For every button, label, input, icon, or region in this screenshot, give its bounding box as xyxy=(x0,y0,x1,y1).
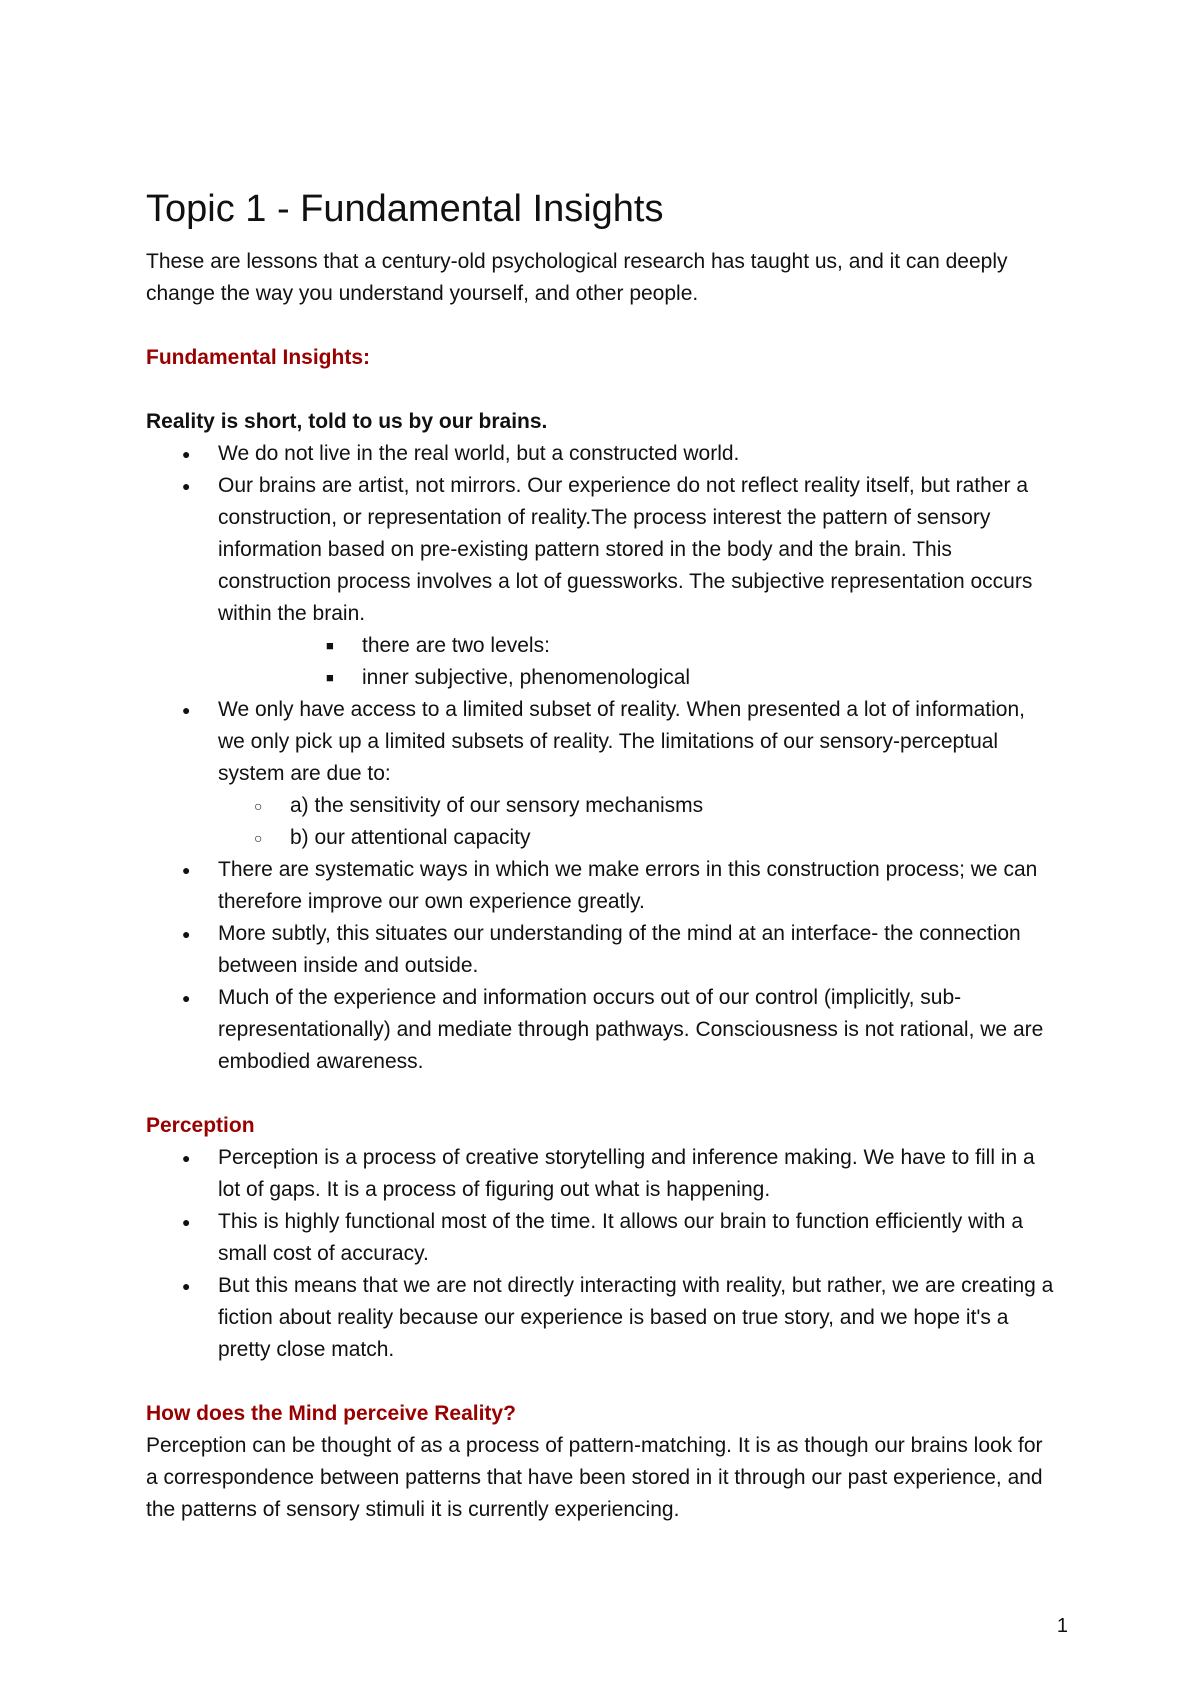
list-item: ● But this means that we are not directly interacting with reality, but rather, we are creating a fiction about reality because our experience is based on true story, and we hope it's a pretty close match. xyxy=(146,1270,1056,1366)
list-item: ○ a) the sensitivity of our sensory mechanisms xyxy=(146,790,1056,822)
section-heading-fundamental-insights: Fundamental Insights: xyxy=(146,346,371,369)
section-heading-mind-perceive: How does the Mind perceive Reality? xyxy=(146,1402,516,1425)
list-item: ● We only have access to a limited subset of reality. When presented a lot of information, we only pick up a limited subsets of reality. The limitations of our sensory-perceptual system are due to: ○ a) the sensitivity of our sensory mechanisms ○ b) our attentional capacity xyxy=(146,694,1056,854)
pattern-matching-paragraph: Perception can be thought of as a process of pattern-matching. It is as though our brains look for a correspondence between patterns that have been stored in it through our past experience, and the patterns of sensory stimuli it is currently experiencing. xyxy=(146,1434,1043,1521)
disc-bullet-icon: ● xyxy=(182,478,191,494)
list-item: ■ inner subjective, phenomenological xyxy=(146,662,1056,694)
list-item: ○ b) our attentional capacity xyxy=(146,822,1056,854)
document-page xyxy=(146,180,1056,1526)
perception-list xyxy=(146,1142,1056,1366)
disc-bullet-icon: ● xyxy=(182,702,191,718)
nested-list xyxy=(146,630,1056,694)
intro-paragraph: These are lessons that a century-old psychological research has taught us, and it can deeply change the way you understand yourself, and other people. xyxy=(146,250,1008,305)
page-number: 1 xyxy=(1056,1615,1068,1637)
list-item: ● More subtly, this situates our understanding of the mind at an interface- the connection between inside and outside. xyxy=(146,918,1056,982)
page-title: Topic 1 - Fundamental Insights xyxy=(146,188,664,230)
disc-bullet-icon: ● xyxy=(182,1214,191,1230)
list-item: ■ there are two levels: xyxy=(146,630,1056,662)
fundamental-insights-list xyxy=(146,438,1056,1078)
list-item: ● Our brains are artist, not mirrors. Our experience do not reflect reality itself, but rather a construction, or representation of reality.The process interest the pattern of sensory information based on pre-existing pattern stored in the body and the brain. This construction process involves a lot of guessworks. The subjective representation occurs within the brain. ■ there are two levels: ■ inner subjective, phenomenological xyxy=(146,470,1056,694)
disc-bullet-icon: ● xyxy=(182,862,191,878)
disc-bullet-icon: ● xyxy=(182,990,191,1006)
list-item: ● There are systematic ways in which we make errors in this construction process; we can therefore improve our own experience greatly. xyxy=(146,854,1056,918)
circle-bullet-icon: ○ xyxy=(254,798,263,814)
list-item: ● Much of the experience and information occurs out of our control (implicitly, sub-representationally) and mediate through pathways. Consciousness is not rational, we are embodied awareness. xyxy=(146,982,1056,1078)
list-item: ● This is highly functional most of the time. It allows our brain to function efficiently with a small cost of accuracy. xyxy=(146,1206,1056,1270)
nested-list xyxy=(146,790,1056,854)
square-bullet-icon: ■ xyxy=(326,638,334,653)
disc-bullet-icon: ● xyxy=(182,1150,191,1166)
disc-bullet-icon: ● xyxy=(182,446,191,462)
square-bullet-icon: ■ xyxy=(326,670,334,685)
subheading-reality: Reality is short, told to us by our brains. xyxy=(146,410,548,433)
list-item: ● We do not live in the real world, but a constructed world. xyxy=(146,438,1056,470)
list-item: ● Perception is a process of creative storytelling and inference making. We have to fill in a lot of gaps. It is a process of figuring out what is happening. xyxy=(146,1142,1056,1206)
circle-bullet-icon: ○ xyxy=(254,830,263,846)
section-heading-perception: Perception xyxy=(146,1114,255,1137)
disc-bullet-icon: ● xyxy=(182,926,191,942)
disc-bullet-icon: ● xyxy=(182,1278,191,1294)
